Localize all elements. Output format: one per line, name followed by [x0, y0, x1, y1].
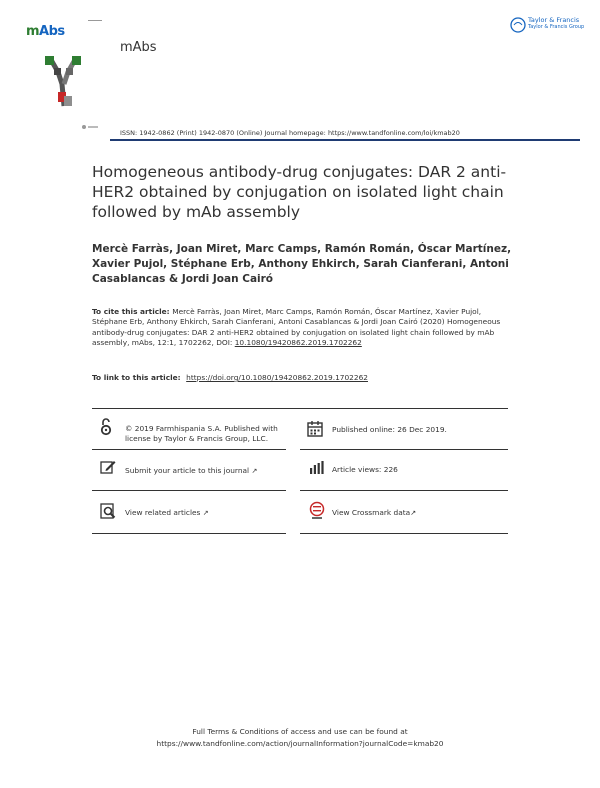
issn-text: ISSN: 1942-0862 (Print) 1942-0870 (Online) Journal homepage: — [120, 129, 328, 137]
license-text — [125, 424, 278, 444]
external-link-icon: ↗ — [410, 509, 417, 517]
cover-publisher-mark — [80, 124, 100, 130]
related-articles-text: View related articles — [125, 508, 201, 517]
publisher-name — [528, 17, 584, 31]
article-link-label: To link to this article: — [92, 373, 184, 382]
journal-logo-m: m — [26, 24, 40, 39]
open-access-icon — [99, 418, 113, 436]
grid-divider-left-2 — [92, 490, 286, 491]
grid-divider-right-2 — [300, 490, 508, 491]
publisher-line-2: Taylor & Francis Group — [528, 24, 585, 30]
edit-icon — [100, 460, 116, 474]
grid-divider-top — [92, 408, 508, 409]
license-line-2: license by Taylor & Francis Group, LLC. — [125, 434, 269, 443]
footer — [0, 726, 600, 750]
grid-divider-left-1 — [92, 449, 286, 450]
cover-mini-mark — [88, 20, 102, 25]
submit-article-text: Submit your article to this journal — [125, 466, 250, 475]
article-link-line — [92, 373, 368, 382]
external-link-icon: ↗ — [251, 467, 258, 475]
journal-logo-abs: Abs — [39, 24, 65, 39]
publisher-line-1: Taylor & Francis — [528, 16, 580, 24]
related-articles-icon — [100, 503, 116, 519]
footer-terms: Full Terms & Conditions of access and use can be found at — [192, 727, 408, 736]
grid-divider-right-1 — [300, 449, 508, 450]
journal-name: mAbs — [120, 40, 157, 55]
journal-homepage-link[interactable]: https://www.tandfonline.com/loi/kmab20 — [327, 129, 460, 137]
article-doi-link[interactable]: https://doi.org/10.1080/19420862.2019.1702262 — [186, 373, 368, 382]
calendar-icon — [307, 421, 323, 437]
grid-divider-right-3 — [300, 533, 508, 534]
submit-article-link[interactable] — [125, 466, 257, 476]
article-views: Article views: 226 — [332, 465, 398, 474]
article-authors: Mercè Farràs, Joan Miret, Marc Camps, Ramón Román, Óscar Martínez, Xavier Pujol, Stéphane Erb, Anthony Ehkirch, Sarah Cianferani, Antoni Casablancas & Jordi Joan Cairó — [92, 243, 512, 285]
bar-chart-icon — [309, 461, 325, 474]
article-title: Homogeneous antibody-drug conjugates: DAR 2 anti-HER2 obtained by conjugation on isolated light chain followed by mAb assembly — [92, 163, 507, 221]
header-divider — [110, 139, 580, 141]
crossmark-text: View Crossmark data — [332, 508, 411, 517]
crossmark-icon — [309, 501, 325, 521]
journal-logo — [26, 24, 65, 39]
issn-line — [120, 129, 460, 137]
license-line-1: © 2019 Farmhispania S.A. Published with — [125, 424, 278, 433]
citation-label: To cite this article: — [92, 307, 173, 316]
crossmark-link[interactable] — [332, 508, 416, 518]
published-online: Published online: 26 Dec 2019. — [332, 425, 447, 434]
antibody-cover-image — [42, 54, 84, 110]
grid-divider-left-3 — [92, 533, 286, 534]
citation-text: Mercè Farràs, Joan Miret, Marc Camps, Ramón Román, Óscar Martínez, Xavier Pujol, Stéphane Erb, Anthony Ehkirch, Sarah Cianferani, Antoni Casablancas & Jordi Joan Cairó (2020) Homogeneous antibody-drug conjugates: DAR 2 anti-HER2 obtained by conjugation on isolated light chain followed by mAb assembly, mAbs, 12:1, 1702262, DOI: — [92, 307, 501, 348]
related-articles-link[interactable] — [125, 508, 209, 518]
external-link-icon: ↗ — [202, 509, 209, 517]
citation-doi-link[interactable]: 10.1080/19420862.2019.1702262 — [234, 338, 362, 348]
citation — [92, 307, 512, 349]
footer-journal-info-link[interactable]: https://www.tandfonline.com/action/journalInformation?journalCode=kmab20 — [156, 739, 444, 748]
